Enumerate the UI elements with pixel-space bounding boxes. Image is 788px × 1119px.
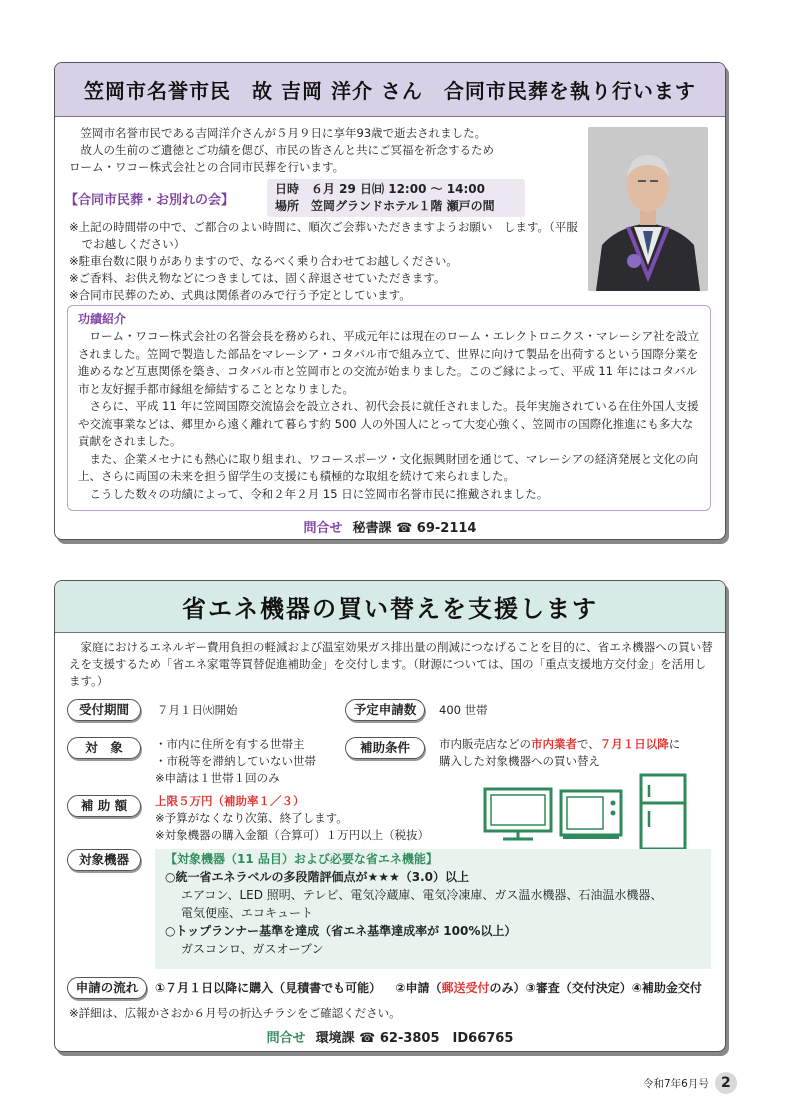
eligibility-label: 対 象	[67, 737, 141, 759]
condition-highlight: ７月１日以降	[599, 737, 669, 751]
flow-step: ②申請（	[395, 981, 442, 995]
condition-highlight: 市内業者	[531, 737, 577, 751]
contact-label: 問合せ	[303, 521, 343, 536]
reception-period-label: 受付期間	[67, 699, 141, 721]
microwave-icon	[561, 791, 621, 839]
portrait-photo	[588, 127, 708, 291]
issue-label: 令和7年6月号	[643, 1077, 709, 1090]
note-item: ※ご香料、お供え物などにつきましては、固く辞退させていただきます。	[69, 271, 446, 285]
subsidy-amount-limit: 上限５万円（補助率１／３）	[155, 794, 305, 808]
subsidy-intro: 家庭におけるエネルギー費用負担の軽減および温室効果ガス排出量の削減につなげることを目的に、省エネ機器への買い替えを支援するため「省エネ家電等買替促進補助金」を交付します。（財源については、国の「重点支援地方交付金」を活用します。）	[69, 640, 713, 688]
farewell-label: 【合同市民葬・お別れの会】	[65, 193, 235, 208]
achievement-paragraph: こうした数々の功績によって、令和２年２月 15 日に笠岡市名誉市民に推戴されました。	[89, 486, 549, 501]
energy-subsidy-card	[54, 580, 726, 1052]
note-item: ※合同市民葬のため、式典は関係者のみで行う予定としています。	[69, 288, 411, 302]
amount-note: ※予算がなくなり次第、終了します。	[155, 811, 348, 825]
refrigerator-icon	[641, 775, 685, 849]
eligibility-item: ・市税等を滞納していない世帯	[155, 754, 316, 768]
farewell-datetime-box	[267, 179, 525, 217]
farewell-info	[65, 179, 585, 219]
eligibility-item: ※申請は１世帯１回のみ	[155, 771, 280, 785]
funeral-intro	[69, 125, 589, 176]
subsidy-amount-info	[155, 793, 429, 844]
application-flow-steps	[155, 979, 702, 996]
detail-note: ※詳細は、広報かさおか６月号の折込チラシをご確認ください。	[69, 1006, 401, 1020]
subsidy-condition-label: 補助条件	[345, 737, 425, 759]
flow-step: ④補助金交付	[631, 981, 702, 995]
subsidy-amount-label: 補 助 額	[67, 795, 141, 817]
planned-count-label: 予定申請数	[345, 699, 425, 721]
condition-text: 購入した対象機器への買い替え	[439, 754, 600, 768]
contact-phone: 環境課 ☎ 62-3805 ID66765	[315, 1031, 514, 1046]
amount-note: ※対象機器の購入金額（合算可）１万円以上（税抜）	[155, 828, 430, 842]
flow-highlight: 郵送受付	[441, 981, 490, 995]
achievement-paragraph: ローム・ワコー株式会社の名誉会長を務められ、平成元年には現在のローム・エレクトロニクス・マレーシア社を設立されました。笠岡で製造した部品をマレーシア・コタバル市で組み立て、世界に向けて製品を出荷するという国際分業を進めるなど互恵関係を築き、コタバル市と笠岡市との交流が始まりました。このご縁によって、平成 11 年にはコタバル市と友好握手都市縁組を締結することとなりました。	[78, 329, 700, 396]
farewell-place: 場所 笠岡グランドホテル１階 瀬戸の間	[275, 199, 495, 213]
subsidy-condition-text	[439, 736, 680, 770]
application-flow-label: 申請の流れ	[67, 977, 147, 999]
devices-list: 電気便座、エコキュート	[181, 906, 314, 920]
devices-rule: ○トップランナー基準を達成（省エネ基準達成率が 100%以上）	[165, 924, 517, 938]
devices-list: エアコン、LED 照明、テレビ、電気冷蔵庫、電気冷凍庫、ガス温水機器、石油温水機器、	[181, 888, 663, 902]
contact-label: 問合せ	[266, 1031, 306, 1046]
achievements-box	[67, 305, 711, 511]
energy-subsidy-title: 省エネ機器の買い替えを支援します	[55, 581, 725, 633]
page-footer	[643, 1072, 737, 1094]
condition-text: 市内販売店などの	[439, 737, 531, 751]
funeral-notes	[69, 219, 589, 304]
flow-step: ①７月１日以降に購入（見積書でも可能）	[155, 981, 382, 995]
reception-period-value: ７月１日㈫開始	[157, 703, 238, 717]
farewell-date: 日時 ６月 29 日㈰ 12:00 ～ 14:00	[275, 182, 485, 196]
flow-step: のみ）	[489, 981, 526, 995]
devices-heading: 【対象機器（11 品目）および必要な省エネ機能】	[165, 852, 438, 866]
eligibility-list	[155, 736, 316, 787]
tv-icon	[485, 789, 551, 839]
devices-list: ガスコンロ、ガスオーブン	[181, 942, 324, 956]
contact-secretary	[55, 517, 725, 536]
funeral-notice-card	[54, 62, 726, 540]
appliance-icons	[483, 773, 693, 851]
note-item: ※駐車台数に限りがありますので、なるべく乗り合わせてお越しください。	[69, 254, 458, 268]
achievement-paragraph: また、企業メセナにも熱心に取り組まれ、ワコースポーツ・文化振興財団を通じて、マレーシアの経済発展と文化の向上、さらに両国の未来を担う留学生の支援にも積極的な取組を続けて来られました。	[78, 451, 699, 483]
intro-line: ローム・ワコー株式会社との合同市民葬を行います。	[69, 160, 345, 174]
planned-count-value: 400 世帯	[439, 703, 488, 717]
target-devices-box	[155, 849, 711, 969]
intro-line: 笠岡市名誉市民である吉岡洋介さんが５月９日に享年93歳で逝去されました。	[80, 126, 487, 140]
target-devices-label: 対象機器	[67, 849, 141, 871]
achievements-title: 功績紹介	[78, 312, 127, 326]
achievement-paragraph: さらに、平成 11 年に笠岡国際交流協会を設立され、初代会長に就任されました。長年実施されている在住外国人支援や交流事業などは、郷里から遠く離れて暮らす約 500 人の外国人にとって大変心強く、笠岡市の国際化推進にも多大な貢献をされました。	[78, 399, 699, 448]
contact-environment	[55, 1027, 725, 1046]
funeral-notice-title: 笠岡市名誉市民 故 吉岡 洋介 さん 合同市民葬を執り行います	[55, 63, 725, 117]
intro-line: 故人の生前のご遺徳とご功績を偲び、市民の皆さんと共にご冥福を祈念するため	[80, 143, 495, 157]
devices-rule: ○統一省エネラベルの多段階評価点が★★★（3.0）以上	[165, 870, 470, 884]
flow-step: ③審査（交付決定）	[525, 981, 632, 995]
contact-phone: 秘書課 ☎ 69-2114	[352, 521, 477, 536]
condition-text: に	[668, 737, 681, 751]
eligibility-item: ・市内に住所を有する世帯主	[155, 737, 305, 751]
note-item: ※上記の時間帯の中で、ご都合のよい時間に、順次ご会葬いただきますようお願い します。（平服でお越しください）	[69, 220, 578, 251]
page-number: 2	[715, 1072, 737, 1094]
condition-text: で、	[577, 737, 600, 751]
